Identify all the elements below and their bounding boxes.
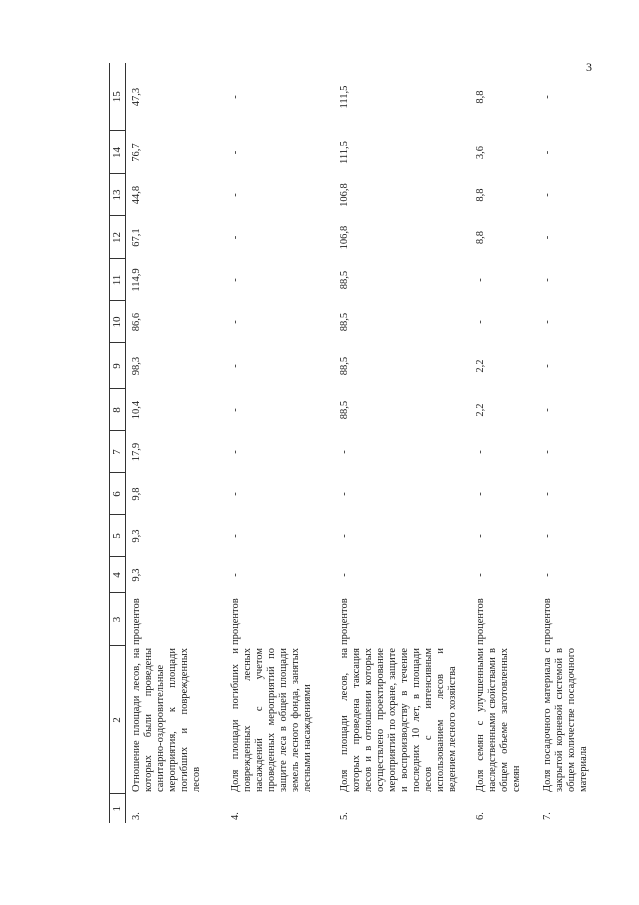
value-cell: - — [230, 320, 241, 324]
value-cell: 3,6 — [475, 145, 486, 160]
value-cell: - — [339, 534, 350, 538]
value-cell: - — [230, 95, 241, 99]
indicator-name: Отношение площади лесов, на которых были проведены санитарно-оздоровительные мероприятия, к площади погибших и поврежденных лесов — [131, 648, 202, 792]
value-cell: - — [475, 278, 486, 282]
column-header: 13 — [110, 174, 126, 216]
value-cell: 44,8 — [131, 185, 142, 205]
value-cell: - — [339, 450, 350, 454]
column-header: 5 — [110, 515, 126, 557]
value-cell: - — [542, 534, 553, 538]
column-header: 4 — [110, 557, 126, 593]
value-cell: 9,3 — [131, 529, 142, 543]
value-cell: 76,7 — [131, 143, 142, 162]
value-cell: 47,3 — [131, 87, 142, 107]
value-cell: - — [475, 534, 486, 538]
value-cell: - — [230, 150, 241, 155]
column-header: 3 — [110, 593, 126, 646]
value-cell: - — [230, 450, 241, 454]
value-cell: - — [475, 320, 486, 324]
value-cell: - — [230, 492, 241, 496]
value-cell: - — [542, 573, 553, 577]
unit-cell: процентов — [475, 598, 486, 645]
value-cell: - — [542, 320, 553, 324]
value-cell: 8,8 — [475, 230, 486, 245]
column-header: 7 — [110, 431, 126, 473]
unit-cell: процентов — [230, 598, 241, 645]
unit-cell: процентов — [131, 598, 142, 645]
table-row — [470, 63, 537, 823]
value-cell: 111,5 — [339, 85, 350, 109]
value-cell: - — [475, 573, 486, 577]
value-cell: 2,2 — [475, 403, 486, 417]
column-header: 6 — [110, 473, 126, 515]
value-cell: 106,8 — [339, 225, 350, 250]
indicator-name: Доля посадочного материала с закрытой корневой системой в общем количестве посадочного материала — [542, 648, 589, 792]
row-number: 6. — [475, 812, 486, 820]
value-cell: - — [542, 408, 553, 412]
column-header: 12 — [110, 216, 126, 259]
column-header: 2 — [110, 646, 126, 794]
column-header: 9 — [110, 343, 126, 389]
table-row — [537, 63, 594, 823]
value-cell: - — [230, 573, 241, 577]
value-cell: - — [339, 492, 350, 496]
value-cell: - — [230, 278, 241, 282]
value-cell: 10,4 — [131, 400, 142, 420]
value-cell: 8,8 — [475, 188, 486, 202]
row-number: 3. — [131, 812, 142, 820]
value-cell: 88,5 — [339, 356, 350, 376]
value-cell: - — [542, 150, 553, 155]
value-cell: 88,5 — [339, 270, 350, 290]
value-cell: 86,6 — [131, 312, 142, 332]
value-cell: 9,8 — [131, 487, 142, 501]
value-cell: 98,3 — [131, 356, 142, 376]
value-cell: - — [542, 235, 553, 240]
value-cell: - — [542, 278, 553, 282]
value-cell: 88,5 — [339, 312, 350, 332]
value-cell: - — [542, 492, 553, 496]
value-cell: - — [230, 364, 241, 368]
value-cell: 17,9 — [131, 442, 142, 462]
value-cell: - — [230, 408, 241, 412]
value-cell: - — [230, 235, 241, 240]
column-header: 14 — [110, 131, 126, 174]
value-cell: 9,3 — [131, 568, 142, 582]
unit-cell: процентов — [339, 598, 350, 645]
row-number: 7. — [542, 812, 553, 820]
value-cell: 111,5 — [339, 141, 350, 164]
value-cell: - — [339, 573, 350, 577]
unit-cell: процентов — [542, 598, 553, 645]
value-cell: - — [542, 193, 553, 197]
value-cell: 114,9 — [131, 268, 142, 292]
value-cell: - — [542, 450, 553, 454]
value-cell: 8,8 — [475, 90, 486, 104]
value-cell: - — [230, 193, 241, 197]
value-cell: - — [542, 95, 553, 99]
value-cell: - — [542, 364, 553, 368]
indicator-table — [109, 63, 594, 823]
rotated-table — [109, 63, 594, 823]
indicator-name: Доля площади лесов, на которых проведена таксация лесов и в отношении которых осуществлено проектирование мероприятий по охране, защите и воспроизводству в течение последних 10 лет, в площади лесов с интенсивным использованием лесов и ведением лесного хозяйства — [339, 648, 458, 792]
value-cell: - — [475, 492, 486, 496]
indicator-name: Доля площади погибших и поврежденных лесных насаждений с учетом проведенных мероприятий по защите леса в общей площади земель лесного фонда, занятых лесными насаждениями — [230, 648, 313, 792]
row-number: 5. — [339, 812, 350, 820]
value-cell: 67,1 — [131, 228, 142, 247]
column-header: 10 — [110, 301, 126, 343]
value-cell: 2,2 — [475, 359, 486, 373]
page-number: 3 — [586, 60, 592, 74]
row-number: 4. — [230, 812, 241, 820]
indicator-name: Доля семян с улучшенными наследственными свойствами в общем объеме заготовленных семян — [475, 648, 522, 792]
value-cell: 106,8 — [339, 183, 350, 207]
value-cell: 88,5 — [339, 400, 350, 420]
column-header: 15 — [110, 63, 126, 131]
header-row — [110, 63, 126, 823]
value-cell: - — [475, 450, 486, 454]
value-cell: - — [230, 534, 241, 538]
column-header: 11 — [110, 259, 126, 301]
column-header: 1 — [110, 794, 126, 823]
table-row — [126, 63, 226, 823]
table-row — [334, 63, 470, 823]
column-header: 8 — [110, 389, 126, 431]
table-row — [225, 63, 334, 823]
